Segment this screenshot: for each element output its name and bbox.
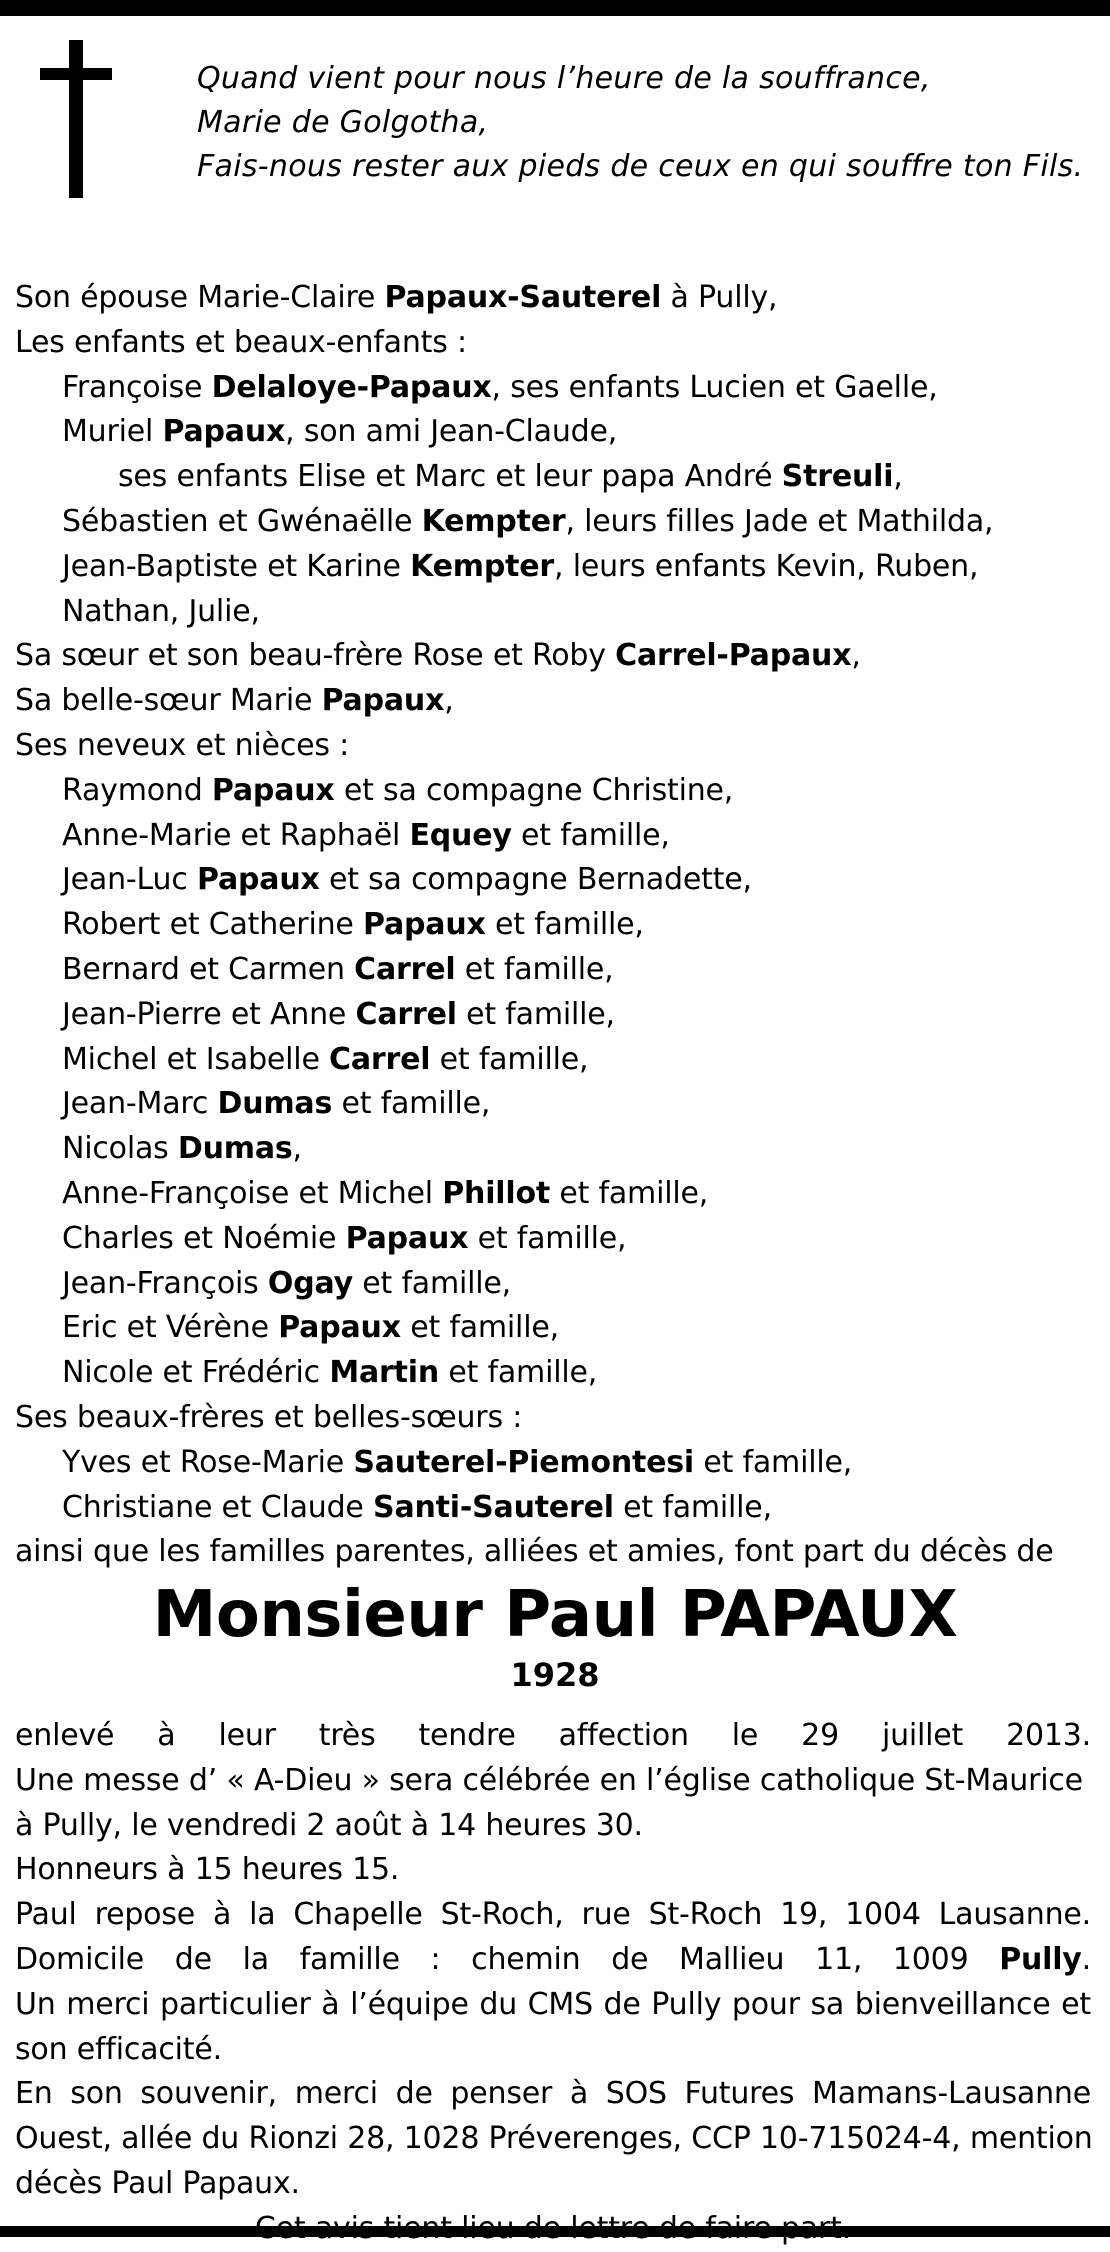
detail-line: décès Paul Papaux.	[15, 2165, 300, 2201]
bottom-border	[0, 2226, 1110, 2237]
closing-line: ainsi que les familles parentes, alliées et amies, font part du décès de	[15, 1534, 1054, 1570]
family-line: Françoise Delaloye-Papaux, ses enfants Lucien et Gaelle,	[62, 369, 938, 405]
top-border	[0, 0, 1110, 16]
family-line: ses enfants Elise et Marc et leur papa André Streuli,	[118, 459, 903, 495]
family-line: Anne-Françoise et Michel Phillot et famille,	[62, 1175, 709, 1211]
birth-year: 1928	[510, 1656, 600, 1694]
detail-line: Une messe d’ « A-Dieu » sera célébrée en l’église catholique St-Maurice	[15, 1762, 1083, 1798]
family-line: Nathan, Julie,	[62, 593, 260, 629]
notice-details	[15, 1714, 1091, 2252]
sister-line: Sa sœur et son beau-frère Rose et Roby Carrel-Papaux,	[15, 638, 861, 674]
verse-line: Fais-nous rester aux pieds de ceux en qui souffre ton Fils.	[197, 149, 1084, 184]
verse-line: Marie de Golgotha,	[197, 105, 489, 140]
prayer-verse	[197, 57, 1097, 189]
family-line: Charles et Noémie Papaux et famille,	[62, 1220, 627, 1256]
family-line: Nicolas Dumas,	[62, 1131, 302, 1167]
family-line: Raymond Papaux et sa compagne Christine,	[62, 772, 734, 808]
detail-line: Paul repose à la Chapelle St-Roch, rue St-Roch 19, 1004 Lausanne.	[15, 1897, 1091, 1933]
spouse-line: Son épouse Marie-Claire Papaux-Sauterel à Pully,	[15, 280, 778, 315]
family-line: Anne-Marie et Raphaël Equey et famille,	[62, 817, 670, 853]
family-line: Jean-Luc Papaux et sa compagne Bernadette,	[62, 862, 752, 898]
verse-line: Quand vient pour nous l’heure de la souffrance,	[197, 61, 931, 96]
family-line: Jean-Baptiste et Karine Kempter, leurs enfants Kevin, Ruben,	[62, 548, 979, 584]
detail-line: à Pully, le vendredi 2 août à 14 heures 30.	[15, 1807, 643, 1843]
family-line: Muriel Papaux, son ami Jean-Claude,	[62, 414, 618, 450]
detail-line: En son souvenir, merci de penser à SOS Futures Mamans-Lausanne	[15, 2076, 1091, 2112]
family-line: Eric et Vérène Papaux et famille,	[62, 1310, 559, 1346]
family-line: Robert et Catherine Papaux et famille,	[62, 907, 644, 943]
family-line: Michel et Isabelle Carrel et famille,	[62, 1041, 589, 1077]
family-line: Christiane et Claude Santi-Sauterel et famille,	[62, 1489, 772, 1525]
family-line: Sébastien et Gwénaëlle Kempter, leurs filles Jade et Mathilda,	[62, 503, 994, 539]
family-line: Jean-Marc Dumas et famille,	[62, 1086, 491, 1122]
detail-line: Ouest, allée du Rionzi 28, 1028 Préverenges, CCP 10-715024-4, mention	[15, 2121, 1093, 2157]
sister-in-law-line: Sa belle-sœur Marie Papaux,	[15, 683, 454, 719]
children-heading: Les enfants et beaux-enfants :	[15, 324, 467, 360]
family-line: Nicole et Frédéric Martin et famille,	[62, 1355, 598, 1391]
inlaws-heading: Ses beaux-frères et belles-sœurs :	[15, 1399, 523, 1435]
detail-line: son efficacité.	[15, 2031, 222, 2067]
deceased-name: Monsieur Paul PAPAUX	[152, 1578, 958, 1652]
detail-line: enlevé à leur très tendre affection le 29 juillet 2013.	[15, 1718, 1091, 1753]
detail-line: Honneurs à 15 heures 15.	[15, 1852, 400, 1888]
family-list	[15, 276, 1105, 1575]
family-line: Yves et Rose-Marie Sauterel-Piemontesi et famille,	[62, 1444, 853, 1480]
nephews-heading: Ses neveux et nièces :	[15, 727, 350, 763]
cross-icon	[40, 40, 112, 198]
family-line: Jean-Pierre et Anne Carrel et famille,	[62, 996, 615, 1032]
detail-line: Domicile de la famille : chemin de Mallieu 11, 1009 Pully.	[15, 1941, 1091, 1977]
family-line: Jean-François Ogay et famille,	[62, 1265, 512, 1301]
detail-line: Un merci particulier à l’équipe du CMS de Pully pour sa bienveillance et	[15, 1986, 1091, 2022]
family-line: Bernard et Carmen Carrel et famille,	[62, 951, 614, 987]
